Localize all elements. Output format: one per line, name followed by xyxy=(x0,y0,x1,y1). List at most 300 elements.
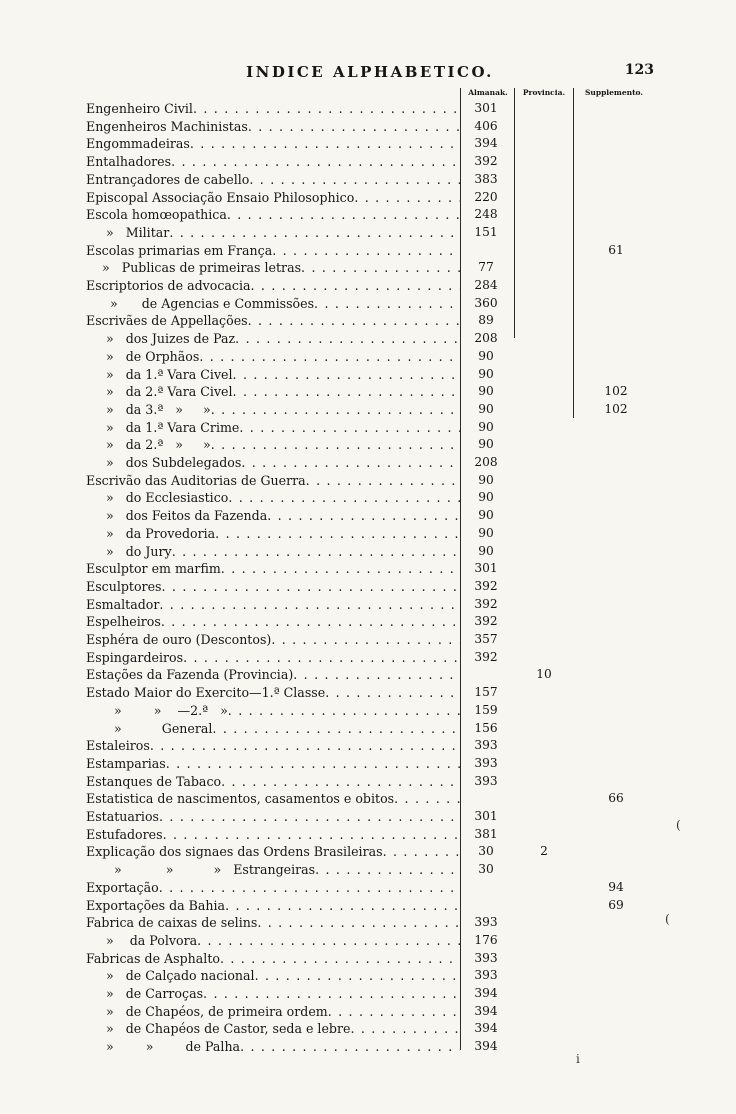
page-ref-prov xyxy=(515,330,573,348)
page-ref-sup xyxy=(578,206,654,224)
index-entry-row xyxy=(0,967,736,985)
entry-text xyxy=(86,330,460,348)
page-ref-alm xyxy=(462,242,510,260)
entry-text xyxy=(86,596,460,614)
page-ref-alm xyxy=(462,897,510,915)
margin-mark: ( xyxy=(665,912,670,926)
entry-label: » de Agencias e Commissões xyxy=(86,295,315,311)
page-number: 123 xyxy=(624,62,654,78)
page-ref-alm: 157 xyxy=(474,685,498,700)
entry-label: » dos Subdelegados xyxy=(86,455,242,470)
page-ref-prov xyxy=(515,1003,573,1021)
index-entry-row xyxy=(0,649,736,667)
page-ref-alm: 393 xyxy=(474,950,498,965)
entry-text xyxy=(86,684,460,702)
page-ref-sup xyxy=(578,525,654,543)
page-ref-prov: 2 xyxy=(540,844,548,859)
index-entry-row xyxy=(0,826,736,844)
entry-text xyxy=(86,613,460,631)
index-entry-row xyxy=(0,489,736,507)
entry-label: Esculptores xyxy=(86,578,162,594)
page-ref-sup xyxy=(578,277,654,295)
index-entry-row xyxy=(0,543,736,561)
page-ref-sup xyxy=(578,330,654,348)
index-entry-row xyxy=(0,914,736,932)
page-ref-prov xyxy=(515,613,573,631)
page-ref-sup: 61 xyxy=(608,242,624,257)
page-ref-prov xyxy=(515,472,573,490)
index-entry-row xyxy=(0,242,736,260)
index-entry-row xyxy=(0,383,736,401)
page-ref-alm: 89 xyxy=(478,313,494,328)
page-ref-prov xyxy=(515,861,573,879)
page-ref-prov xyxy=(515,578,573,596)
index-entry-row xyxy=(0,224,736,242)
index-entry-row xyxy=(0,560,736,578)
entry-text xyxy=(86,737,460,755)
entry-label: Escrivães de Appellações xyxy=(86,313,248,329)
entry-label: Estanques de Tabaco xyxy=(86,773,222,789)
entry-label: Escriptorios de advocacia xyxy=(86,278,251,293)
entry-label: Esculptor em marfim xyxy=(86,561,221,577)
page-ref-prov xyxy=(515,932,573,950)
page-ref-alm: 392 xyxy=(474,614,498,629)
entry-label: » Militar xyxy=(86,224,170,240)
entry-label: Escolas primarias em França xyxy=(86,242,273,258)
page-ref-prov xyxy=(515,507,573,525)
page-ref-alm: 30 xyxy=(478,862,494,877)
page-ref-sup: 69 xyxy=(608,897,624,912)
page-ref-prov xyxy=(515,419,573,437)
index-entry-row xyxy=(0,755,736,773)
page-ref-alm: 394 xyxy=(474,1003,498,1018)
entry-label: » de Calçado nacional xyxy=(86,968,255,984)
page-ref-prov xyxy=(515,1020,573,1038)
entry-text xyxy=(86,189,460,207)
entry-text xyxy=(86,401,460,419)
entry-label: » de Chapéos de Castor, seda e lebre xyxy=(86,1021,351,1037)
entry-label: Fabrica de caixas de selins xyxy=(86,915,258,931)
entry-text xyxy=(86,985,460,1003)
page-ref-prov xyxy=(515,206,573,224)
page-ref-prov xyxy=(515,436,573,454)
page-ref-sup xyxy=(578,720,654,738)
page-ref-sup xyxy=(578,153,654,171)
entry-label: Esmaltador xyxy=(86,596,160,612)
page-ref-alm: 77 xyxy=(478,260,494,275)
index-entry-row xyxy=(0,1003,736,1021)
page-ref-sup xyxy=(578,454,654,472)
page-ref-prov xyxy=(515,118,573,136)
entry-text xyxy=(86,312,460,330)
index-entry-row xyxy=(0,419,736,437)
entry-label: Estamparias xyxy=(86,755,166,771)
page-ref-alm: 159 xyxy=(474,702,498,717)
index-entry-row xyxy=(0,790,736,808)
page-ref-alm: 381 xyxy=(474,826,498,841)
entry-label: Exportações da Bahia xyxy=(86,897,226,913)
index-entry-row xyxy=(0,773,736,791)
page-ref-sup xyxy=(578,950,654,968)
page-ref-alm: 393 xyxy=(474,968,498,983)
page-ref-prov xyxy=(515,525,573,543)
page-ref-sup xyxy=(578,684,654,702)
column-header-almanak: Almanak. xyxy=(468,88,508,97)
page-ref-alm: 284 xyxy=(474,278,498,292)
index-entry-row xyxy=(0,100,736,118)
page-ref-sup xyxy=(578,259,654,277)
entry-label: » dos Feitos da Fazenda xyxy=(86,508,268,524)
entry-text xyxy=(86,543,460,561)
entry-text xyxy=(86,914,460,932)
entry-label: » dos Juizes de Paz xyxy=(86,331,236,347)
index-entry-row xyxy=(0,330,736,348)
page-ref-prov xyxy=(515,702,573,720)
page-ref-alm: 220 xyxy=(474,189,498,204)
page-ref-sup xyxy=(578,118,654,136)
entry-text xyxy=(86,366,460,384)
page-ref-alm: 394 xyxy=(474,136,498,151)
index-entry-row xyxy=(0,631,736,649)
index-entry-row xyxy=(0,1038,736,1056)
entry-text xyxy=(86,1003,460,1021)
entry-label: Estufadores xyxy=(86,826,163,842)
page-ref-sup xyxy=(578,1038,654,1056)
page-ref-alm: 90 xyxy=(478,401,494,416)
entry-label: » General xyxy=(86,720,213,736)
entry-label: Engommadeiras xyxy=(86,136,190,152)
page-ref-alm: 406 xyxy=(474,118,498,133)
index-entry-row xyxy=(0,436,736,454)
entry-text xyxy=(86,206,460,224)
page-ref-prov xyxy=(515,224,573,242)
page-ref-alm: 90 xyxy=(478,490,494,505)
page-ref-alm: 301 xyxy=(474,809,498,823)
entry-text xyxy=(86,826,460,844)
page-ref-alm: 393 xyxy=(474,773,498,788)
page-ref-sup xyxy=(578,967,654,985)
page-ref-alm: 360 xyxy=(474,295,498,310)
index-entry-row xyxy=(0,525,736,543)
index-entry-row xyxy=(0,259,736,277)
margin-mark: i xyxy=(576,1052,580,1066)
page-ref-alm: 151 xyxy=(474,224,498,239)
margin-mark: ( xyxy=(676,818,681,832)
page-ref-alm: 301 xyxy=(474,561,498,576)
page-ref-sup xyxy=(578,649,654,667)
column-header-supplemento: Supplemento. xyxy=(584,88,644,97)
entry-label: Explicação dos signaes das Ordens Brasileiras xyxy=(86,844,383,860)
page-ref-prov xyxy=(515,596,573,614)
index-entry-row xyxy=(0,135,736,153)
page-ref-alm: 394 xyxy=(474,1039,498,1054)
entry-label: Entrançadores de cabello xyxy=(86,171,250,187)
page-ref-alm: 393 xyxy=(474,755,498,770)
entry-label: Fabricas de Asphalto xyxy=(86,950,220,966)
page-ref-alm: 90 xyxy=(478,508,494,523)
page-ref-prov xyxy=(515,914,573,932)
index-entry-row xyxy=(0,206,736,224)
entry-text xyxy=(86,790,460,808)
page-ref-sup xyxy=(578,135,654,153)
entry-label: Estações da Fazenda (Provincia) xyxy=(86,667,294,683)
page-ref-prov xyxy=(515,755,573,773)
entry-text xyxy=(86,525,460,543)
page-ref-prov xyxy=(515,649,573,667)
entry-text xyxy=(86,967,460,985)
page-ref-sup xyxy=(578,560,654,578)
page-ref-sup xyxy=(578,985,654,1003)
page-ref-sup xyxy=(578,861,654,879)
entry-label: » do Jury xyxy=(86,543,172,559)
page-ref-alm: 393 xyxy=(474,915,498,930)
index-entry-row xyxy=(0,578,736,596)
index-entry-row xyxy=(0,737,736,755)
index-entry-row xyxy=(0,472,736,490)
index-entry-row xyxy=(0,507,736,525)
page-ref-sup xyxy=(578,472,654,490)
entry-text xyxy=(86,720,460,738)
entry-text xyxy=(86,242,460,260)
page-ref-alm: 30 xyxy=(478,844,494,859)
index-entry-row xyxy=(0,118,736,136)
page-ref-alm xyxy=(462,666,510,684)
entry-text xyxy=(86,879,460,897)
page-ref-prov xyxy=(515,295,573,313)
entry-text xyxy=(86,259,460,277)
page-ref-sup xyxy=(578,224,654,242)
page-ref-alm: 394 xyxy=(474,1021,498,1036)
page-ref-alm xyxy=(462,790,510,808)
page-ref-sup xyxy=(578,702,654,720)
page-ref-prov xyxy=(515,153,573,171)
entry-text xyxy=(86,560,460,578)
page-ref-prov xyxy=(515,171,573,189)
page-ref-alm: 156 xyxy=(474,720,498,735)
page-ref-sup xyxy=(578,543,654,561)
entry-label: » de Orphãos xyxy=(86,348,200,364)
page-ref-prov xyxy=(515,312,573,330)
index-entry-row xyxy=(0,312,736,330)
page-ref-sup xyxy=(578,348,654,366)
entry-text xyxy=(86,454,460,472)
entry-label: » da 3.ª » » xyxy=(86,401,211,417)
page-ref-sup xyxy=(578,843,654,861)
page-ref-prov xyxy=(515,985,573,1003)
entry-text xyxy=(86,277,460,295)
page-ref-sup: 94 xyxy=(608,879,624,894)
page-ref-sup: 66 xyxy=(608,791,624,806)
page-ref-prov xyxy=(515,720,573,738)
entry-text xyxy=(86,1020,460,1038)
page-ref-prov xyxy=(515,277,573,295)
entry-text xyxy=(86,1038,460,1056)
page-ref-alm: 392 xyxy=(474,154,498,169)
page-ref-prov xyxy=(515,242,573,260)
page-ref-alm: 393 xyxy=(474,738,498,753)
index-entry-row xyxy=(0,596,736,614)
page-ref-sup xyxy=(578,366,654,384)
entry-label: » do Ecclesiastico xyxy=(86,490,229,506)
page-ref-alm: 383 xyxy=(474,171,498,186)
page-ref-prov xyxy=(515,454,573,472)
page-ref-sup xyxy=(578,914,654,932)
page-ref-alm: 90 xyxy=(478,437,494,452)
index-entry-row xyxy=(0,613,736,631)
entry-label: Exportação xyxy=(86,879,159,895)
entry-label: » » » Estrangeiras xyxy=(86,862,316,878)
page-ref-sup xyxy=(578,1003,654,1021)
page-ref-sup xyxy=(578,666,654,684)
entry-text xyxy=(86,950,460,968)
page-ref-prov xyxy=(515,684,573,702)
entry-text xyxy=(86,843,460,861)
page-ref-prov xyxy=(515,879,573,897)
page-ref-prov xyxy=(515,348,573,366)
entry-label: » de Carroças xyxy=(86,986,204,1001)
entry-text xyxy=(86,755,460,773)
index-entry-row xyxy=(0,684,736,702)
page-ref-sup xyxy=(578,419,654,437)
page-ref-sup xyxy=(578,737,654,755)
entry-label: Esphéra de ouro (Descontos) xyxy=(86,632,272,647)
page-ref-prov xyxy=(515,967,573,985)
entry-text xyxy=(86,436,460,454)
page-ref-alm: 208 xyxy=(474,331,498,346)
index-entry-row xyxy=(0,808,736,826)
entry-label: Espingardeiros xyxy=(86,649,184,665)
page-ref-alm: 176 xyxy=(474,932,498,947)
index-entry-row xyxy=(0,171,736,189)
page-ref-prov xyxy=(515,560,573,578)
entry-text xyxy=(86,489,460,507)
page-ref-prov xyxy=(515,383,573,401)
page-ref-prov xyxy=(515,189,573,207)
page-ref-sup xyxy=(578,826,654,844)
page-ref-sup: 102 xyxy=(604,384,628,399)
page-ref-prov xyxy=(515,808,573,826)
page-ref-prov: 10 xyxy=(536,667,552,682)
index-entry-row xyxy=(0,454,736,472)
entry-text xyxy=(86,153,460,171)
entry-label: » da Provedoria xyxy=(86,525,216,541)
entry-label: » Publicas de primeiras letras xyxy=(86,260,302,276)
page-ref-alm: 90 xyxy=(478,384,494,399)
page-ref-prov xyxy=(515,1038,573,1056)
page-ref-prov xyxy=(515,401,573,419)
page-ref-sup xyxy=(578,613,654,631)
index-entry-row xyxy=(0,295,736,313)
entry-text xyxy=(86,171,460,189)
index-entry-row xyxy=(0,985,736,1003)
page-ref-sup xyxy=(578,1020,654,1038)
page-ref-prov xyxy=(515,259,573,277)
entry-text xyxy=(86,472,460,490)
page-ref-prov xyxy=(515,543,573,561)
page-ref-prov xyxy=(515,773,573,791)
entry-label: Engenheiros Machinistas xyxy=(86,118,248,134)
index-entry-row xyxy=(0,401,736,419)
entry-label: » da 1.ª Vara Crime xyxy=(86,419,240,435)
page-ref-alm xyxy=(462,879,510,897)
index-entry-row xyxy=(0,1020,736,1038)
entry-label: » da 2.ª » » xyxy=(86,437,211,453)
page-ref-prov xyxy=(515,790,573,808)
entry-text xyxy=(86,224,460,242)
page-ref-alm: 357 xyxy=(474,632,498,646)
entry-text xyxy=(86,649,460,667)
entry-label: Escrivão das Auditorias de Guerra xyxy=(86,472,306,488)
entry-label: Estatuarios xyxy=(86,809,159,824)
entry-label: » » —2.ª » xyxy=(86,702,228,718)
index-entry-row xyxy=(0,366,736,384)
page-ref-prov xyxy=(515,366,573,384)
entry-label: » de Chapéos, de primeira ordem xyxy=(86,1003,328,1019)
entry-text xyxy=(86,631,460,649)
page-ref-sup xyxy=(578,295,654,313)
entry-label: Episcopal Associação Ensaio Philosophico xyxy=(86,189,355,205)
page-ref-alm: 392 xyxy=(474,649,498,664)
entry-text xyxy=(86,348,460,366)
entry-text xyxy=(86,773,460,791)
entry-text xyxy=(86,419,460,437)
entry-label: » » de Palha xyxy=(86,1039,241,1055)
page-ref-sup xyxy=(578,578,654,596)
entry-text xyxy=(86,295,460,313)
entry-label: Estado Maior do Exercito—1.ª Classe xyxy=(86,685,326,701)
page-ref-sup xyxy=(578,596,654,614)
entry-text xyxy=(86,118,460,136)
entry-text xyxy=(86,507,460,525)
page-ref-sup xyxy=(578,631,654,649)
index-entry-row xyxy=(0,702,736,720)
page-ref-sup: 102 xyxy=(604,401,628,416)
entry-text xyxy=(86,808,460,826)
page-ref-sup xyxy=(578,489,654,507)
page-ref-sup xyxy=(578,932,654,950)
entry-text xyxy=(86,861,460,879)
index-entry-row xyxy=(0,189,736,207)
page-ref-prov xyxy=(515,100,573,118)
entry-text xyxy=(86,666,460,684)
page-ref-alm: 90 xyxy=(478,366,494,381)
entry-text xyxy=(86,702,460,720)
column-header-provincia: Provincia. xyxy=(522,88,566,97)
page-title: INDICE ALPHABETICO. xyxy=(246,63,494,81)
page-ref-sup xyxy=(578,171,654,189)
page-ref-alm: 301 xyxy=(474,101,498,115)
page-ref-sup xyxy=(578,100,654,118)
index-entry-row xyxy=(0,950,736,968)
page-ref-sup xyxy=(578,808,654,826)
entry-text xyxy=(86,578,460,596)
entry-label: » da Polvora xyxy=(86,932,198,948)
page-ref-prov xyxy=(515,737,573,755)
entry-label: » da 1.ª Vara Civel xyxy=(86,366,233,382)
page-ref-alm: 90 xyxy=(478,419,494,434)
page-ref-prov xyxy=(515,826,573,844)
page-ref-alm: 90 xyxy=(478,348,494,363)
entry-label: Engenheiro Civil xyxy=(86,101,193,116)
page-ref-sup xyxy=(578,189,654,207)
page-ref-alm: 90 xyxy=(478,525,494,540)
index-entry-row xyxy=(0,879,736,897)
index-entry-row xyxy=(0,277,736,295)
page-ref-alm: 90 xyxy=(478,472,494,487)
entry-text xyxy=(86,932,460,950)
entry-text xyxy=(86,383,460,401)
entry-label: Entalhadores xyxy=(86,154,172,170)
